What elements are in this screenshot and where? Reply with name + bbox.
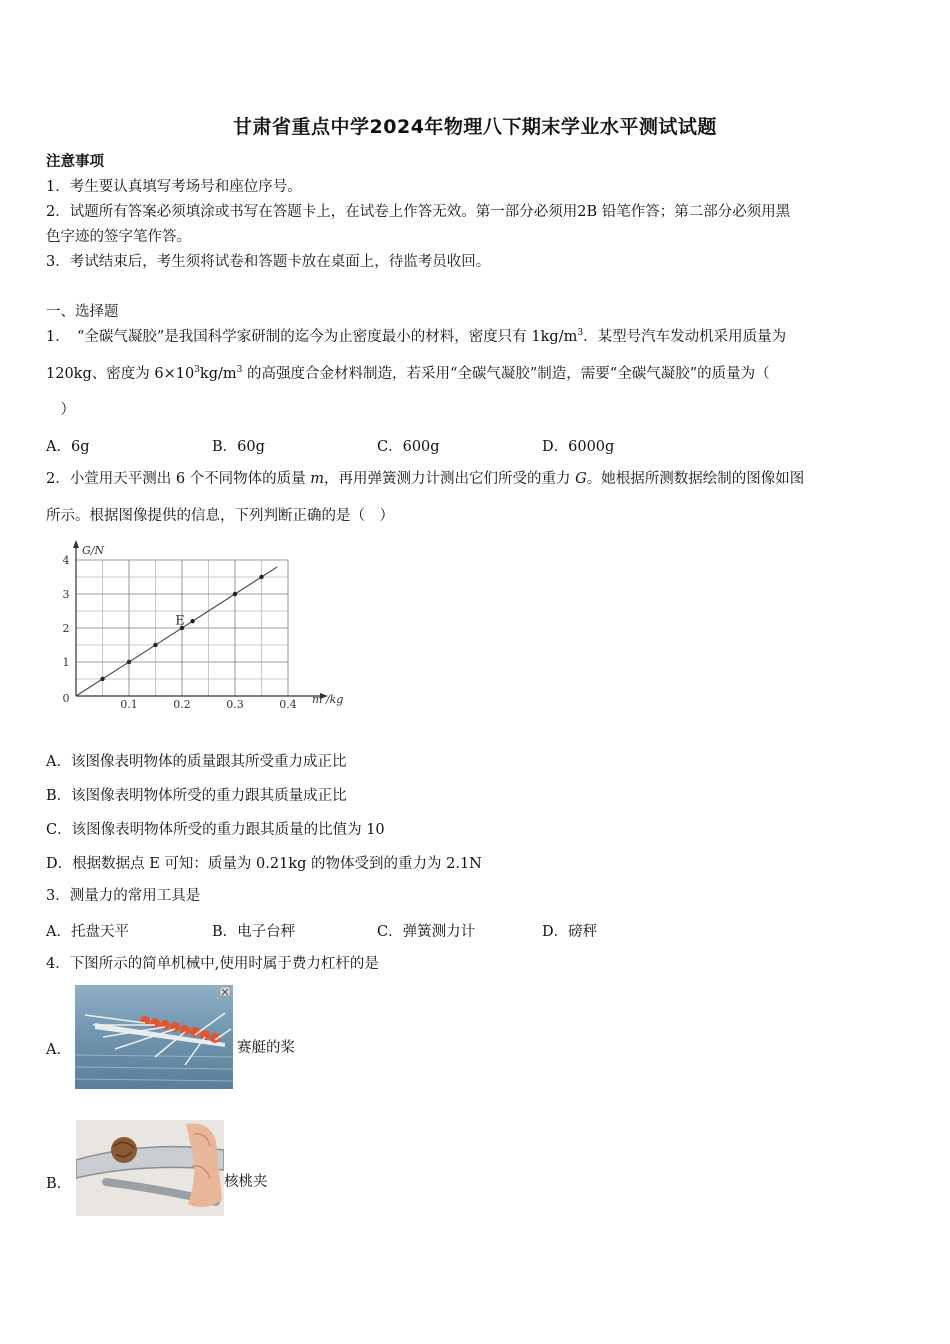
data-point [233, 592, 237, 596]
y-tick-label: 4 [62, 554, 70, 567]
q4-option-b-label[interactable]: B． [46, 1176, 72, 1192]
x-axis-label: m /kg [312, 693, 344, 706]
q3-option-a[interactable]: A．托盘天平 [46, 924, 129, 940]
q2-line2: 所示。根据图像提供的信息，下列判断正确的是（ ） [46, 508, 394, 524]
notice-heading: 注意事项 [46, 153, 104, 170]
data-point [259, 575, 263, 579]
notice-item-2: 2．试题所有答案必须填涂或书写在答题卡上，在试卷上作答无效。第一部分必须用2B 铅笔作答；第二部分必须用黑 [46, 204, 791, 220]
q2-option-b[interactable]: B．该图像表明物体所受的重力跟其质量成正比 [46, 788, 347, 804]
notice-item-1: 1．考生要认真填写考场号和座位序号。 [46, 179, 302, 195]
q3-option-c[interactable]: C．弹簧测力计 [377, 924, 476, 940]
x-tick-label: 0.3 [226, 698, 244, 711]
y-tick-label: 1 [62, 656, 70, 669]
x-tick-label: 0.2 [173, 698, 191, 711]
q4-stem: 4．下图所示的简单机械中,使用时属于费力杠杆的是 [46, 956, 379, 972]
x-tick-label: 0.4 [279, 698, 297, 711]
q3-option-b[interactable]: B．电子台秤 [212, 924, 296, 940]
nutcracker-photo[interactable] [76, 1120, 224, 1216]
notice-item-2-cont: 色字迹的签字笔作答。 [46, 229, 191, 245]
origin-label: 0 [62, 692, 70, 705]
q3-option-d[interactable]: D．磅秤 [542, 924, 598, 940]
data-point [153, 643, 157, 647]
g-m-chart [52, 538, 372, 718]
q3-stem: 3．测量力的常用工具是 [46, 888, 201, 904]
page-title: 甘肃省重点中学2024年物理八下期末学业水平测试试题 [233, 116, 717, 138]
data-point [127, 660, 131, 664]
chart-labels [63, 544, 344, 711]
q1-line3: ） [46, 402, 75, 418]
x-tick-label: 0.1 [120, 698, 138, 711]
data-point [100, 677, 104, 681]
q2-option-c[interactable]: C．该图像表明物体所受的重力跟其质量的比值为 10 [46, 822, 385, 838]
q4-option-a-caption: 赛艇的桨 [237, 1040, 295, 1056]
q2-option-a[interactable]: A．该图像表明物体的质量跟其所受重力成正比 [46, 754, 347, 770]
y-tick-label: 2 [62, 622, 70, 635]
q1-line1: 1． “全碳气凝胶”是我国科学家研制的迄今为止密度最小的材料，密度只有 $1kg/m^3$．某型号汽车发动机采用质量为 [46, 328, 787, 345]
q1-option-d[interactable]: D．6000g [542, 439, 615, 455]
annotation-label-e: E [175, 613, 185, 629]
q4-option-b-caption: 核桃夹 [224, 1174, 268, 1190]
q1-option-c[interactable]: C．600g [377, 439, 440, 455]
y-axis-label: G/N [82, 544, 105, 557]
section-heading: 一、选择题 [46, 304, 119, 320]
q1-option-b[interactable]: B．60g [212, 439, 265, 455]
q2-line1: 2．小萱用天平测出 6 个不同物体的质量 m，再用弹簧测力计测出它们所受的重力 G。她根据所测数据绘制的图像如图 [46, 471, 805, 487]
q2-option-d[interactable]: D．根据数据点 E 可知：质量为 0.21kg 的物体受到的重力为 2.1N [46, 856, 482, 872]
chart-marks [76, 567, 277, 696]
q4-option-a-label[interactable]: A． [46, 1042, 71, 1058]
q1-option-a[interactable]: A．6g [46, 439, 90, 455]
rowing-boat-photo[interactable] [75, 985, 233, 1089]
data-point [190, 619, 194, 623]
notice-item-3: 3．考试结束后，考生须将试卷和答题卡放在桌面上，待监考员收回。 [46, 254, 491, 270]
chart-axes [73, 540, 328, 699]
y-tick-label: 3 [62, 588, 70, 601]
y-axis-arrow [73, 540, 79, 548]
fit-line [76, 567, 277, 696]
q1-line2: 120kg、密度为 $6\times 10^3kg/m^3$ 的高强度合金材料制造，若采用“全碳气凝胶”制造，需要“全碳气凝胶”的质量为（ [46, 365, 770, 382]
